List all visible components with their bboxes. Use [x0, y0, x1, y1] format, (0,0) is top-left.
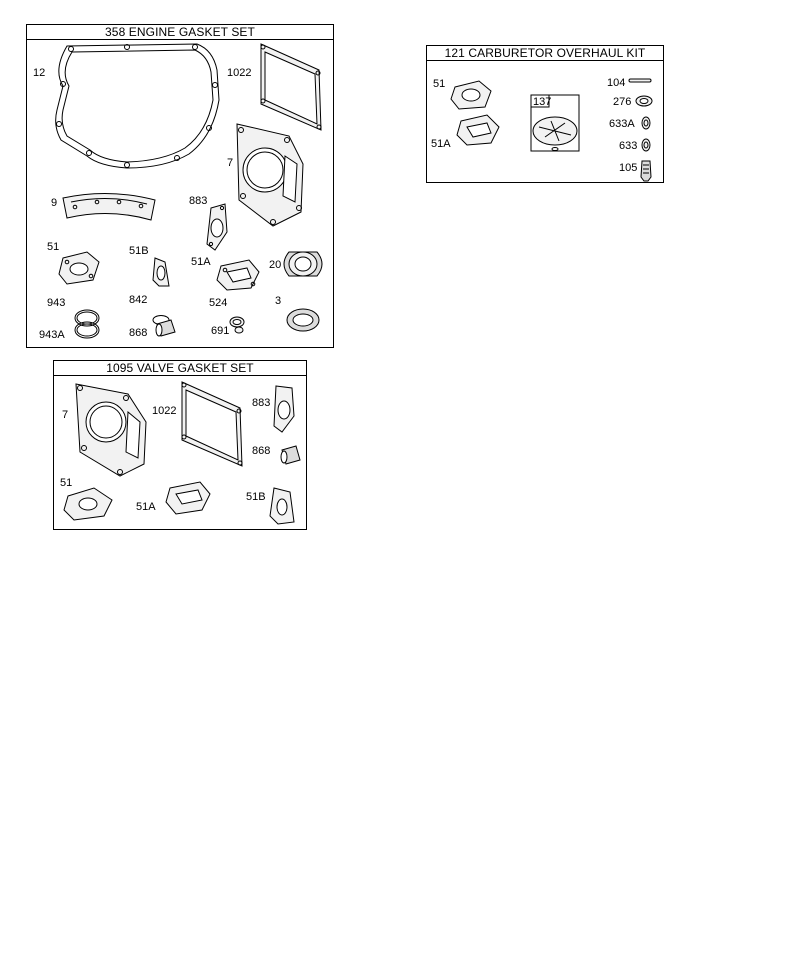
engine-gasket-set-title: 358 ENGINE GASKET SET: [27, 25, 333, 40]
label-524: 524: [209, 297, 228, 309]
label-20: 20: [269, 259, 282, 271]
label-7: 7: [227, 157, 234, 169]
label-1022: 1022: [227, 67, 252, 79]
label-842: 842: [129, 294, 148, 306]
seal-part-691: [235, 327, 243, 333]
carburetor-overhaul-kit-title: 121 CARBURETOR OVERHAUL KIT: [427, 46, 663, 61]
label-883: 883: [252, 397, 271, 409]
needle-part-105: [641, 161, 651, 181]
valve-gasket-set-panel: [53, 360, 307, 530]
pin-part-104: [629, 79, 651, 82]
label-1022: 1022: [152, 405, 177, 417]
rocker-cover-gasket-part-1022: [261, 44, 321, 130]
label-633a: 633A: [609, 118, 635, 130]
flange-gasket-part-51: [451, 81, 491, 109]
plug-part-633a: [642, 117, 650, 129]
engine-gasket-set-illustration: [27, 40, 333, 347]
oil-seal-part-20: [284, 252, 322, 276]
label-12: 12: [33, 67, 46, 79]
label-51: 51: [433, 78, 446, 90]
valve-gasket-set-title: 1095 VALVE GASKET SET: [54, 361, 306, 376]
intake-gasket-part-883: [274, 386, 294, 432]
label-3: 3: [275, 295, 282, 307]
label-137: 137: [533, 96, 552, 108]
label-633: 633: [619, 140, 638, 152]
label-943: 943: [47, 297, 66, 309]
flange-gasket-part-51: [64, 488, 112, 520]
engine-gasket-set-panel: [26, 24, 334, 348]
engine-gasket-set-illustration-lower: [27, 316, 333, 346]
label-7: 7: [62, 409, 69, 421]
label-943a: 943A: [39, 329, 65, 341]
crankcase-gasket-part-12: [56, 44, 219, 168]
plug-part-633: [642, 139, 650, 151]
gasket-part-51a: [166, 482, 210, 514]
label-51a: 51A: [191, 256, 211, 268]
label-51: 51: [60, 477, 73, 489]
curved-gasket-part-9: [63, 193, 155, 220]
label-51a: 51A: [431, 138, 451, 150]
gasket-part-51b: [153, 258, 169, 286]
seal-part-276: [636, 96, 652, 106]
label-276: 276: [613, 96, 632, 108]
gasket-part-51a: [457, 115, 499, 145]
cylinder-head-gasket-part-7: [76, 384, 146, 476]
label-51b: 51B: [129, 245, 149, 257]
label-9: 9: [51, 197, 58, 209]
label-883: 883: [189, 195, 208, 207]
sleeve-part-868: [156, 320, 175, 336]
cylinder-head-gasket-part-7: [237, 124, 303, 226]
flange-gasket-part-51: [59, 252, 99, 284]
intake-gasket-part-883: [207, 204, 227, 250]
carburetor-overhaul-kit-panel: [426, 45, 664, 183]
label-691: 691: [211, 325, 230, 337]
sleeve-part-868: [281, 446, 300, 464]
gasket-part-51a: [217, 260, 259, 290]
label-868: 868: [129, 327, 148, 339]
label-51a: 51A: [136, 501, 156, 513]
rocker-cover-gasket-part-1022: [182, 382, 242, 466]
label-51: 51: [47, 241, 60, 253]
label-105: 105: [619, 162, 638, 174]
gasket-part-51b: [270, 488, 294, 524]
label-51b: 51B: [246, 491, 266, 503]
label-104: 104: [607, 77, 626, 89]
label-868: 868: [252, 445, 271, 457]
